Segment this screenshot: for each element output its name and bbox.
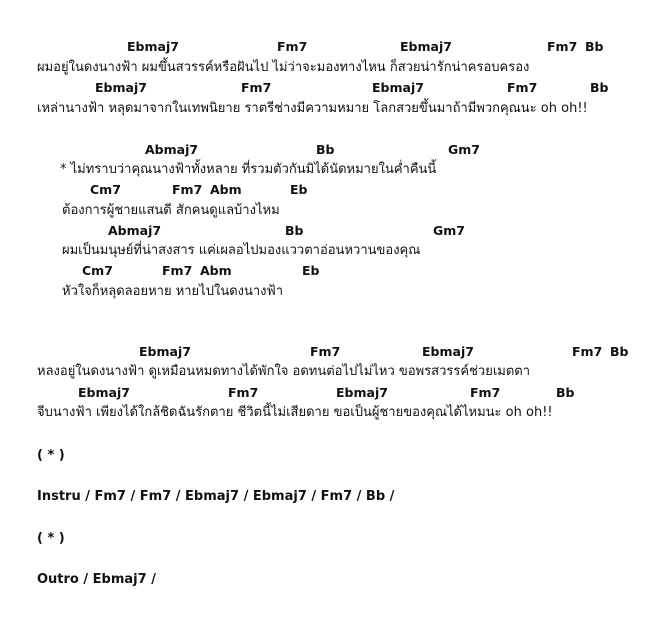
chord: Fm7: [572, 344, 603, 359]
chord: Fm7: [507, 80, 538, 95]
instrumental-line: Instru / Fm7 / Fm7 / Ebmaj7 / Ebmaj7 / Fm7 / Bb /: [37, 489, 395, 504]
chord: Ebmaj7: [400, 39, 452, 54]
repeat-chorus-marker: ( * ): [37, 531, 65, 546]
chord: Eb: [302, 263, 320, 278]
lyric-line: จีบนางฟ้า เพียงได้ใกล้ชิดฉันรักตาย ชีวิตนี้ไม่เสียดาย ขอเป็นผู้ชายของคุณได้ไหมนะ oh oh!!: [37, 405, 553, 420]
chord: Abmaj7: [108, 223, 162, 238]
chord: Ebmaj7: [95, 80, 147, 95]
chord: Ebmaj7: [336, 385, 388, 400]
chord: Gm7: [448, 142, 480, 157]
chord: Ebmaj7: [127, 39, 179, 54]
chord: Ebmaj7: [372, 80, 424, 95]
chord: Cm7: [90, 182, 121, 197]
chord: Bb: [590, 80, 609, 95]
chord: Fm7: [470, 385, 501, 400]
chord: Bb: [556, 385, 575, 400]
chord: Fm7: [547, 39, 578, 54]
lyric-line: * ไม่ทราบว่าคุณนางฟ้าทั้งหลาย ที่รวมตัวกันมิได้นัดหมายในค่ำคืนนี้: [60, 162, 437, 177]
chord: Ebmaj7: [422, 344, 474, 359]
chord: Bb: [585, 39, 604, 54]
lyric-line: ผมอยู่ในดงนางฟ้า ผมขึ้นสวรรค์หรือฝันไป ไม่ว่าจะมองทางไหน ก็สวยน่ารักน่าครอบครอง: [37, 60, 530, 75]
chord: Ebmaj7: [78, 385, 130, 400]
lyric-line: หัวใจก็หลุดลอยหาย หายไปในดงนางฟ้า: [62, 284, 284, 299]
lyric-line: ต้องการผู้ชายแสนดี สักคนดูแลบ้างไหม: [62, 203, 280, 218]
repeat-chorus-marker: ( * ): [37, 448, 65, 463]
chord: Fm7: [241, 80, 272, 95]
lyric-line: เหล่านางฟ้า หลุดมาจากในเทพนิยาย ราตรีช่างมีความหมาย โลกสวยขึ้นมาถ้ามีพวกคุณนะ oh oh!!: [37, 101, 588, 116]
chord: Fm7: [162, 263, 193, 278]
chord: Fm7: [310, 344, 341, 359]
chord: Fm7: [228, 385, 259, 400]
chord: Gm7: [433, 223, 465, 238]
chord: Ebmaj7: [139, 344, 191, 359]
chord: Abm: [210, 182, 242, 197]
chord: Eb: [290, 182, 308, 197]
chord: Bb: [285, 223, 304, 238]
chord: Cm7: [82, 263, 113, 278]
chord: Abm: [200, 263, 232, 278]
chord: Fm7: [172, 182, 203, 197]
chord: Fm7: [277, 39, 308, 54]
lyric-line: หลงอยู่ในดงนางฟ้า ดูเหมือนหมดทางได้พักใจ อดทนต่อไปไม่ไหว ขอพรสวรรค์ช่วยเมตตา: [37, 364, 531, 379]
outro-line: Outro / Ebmaj7 /: [37, 572, 156, 587]
chord: Bb: [316, 142, 335, 157]
lyric-line: ผมเป็นมนุษย์ที่น่าสงสาร แค่เผลอไปมองแววตาอ่อนหวานของคุณ: [62, 243, 421, 258]
chord: Bb: [610, 344, 629, 359]
chord: Abmaj7: [145, 142, 199, 157]
